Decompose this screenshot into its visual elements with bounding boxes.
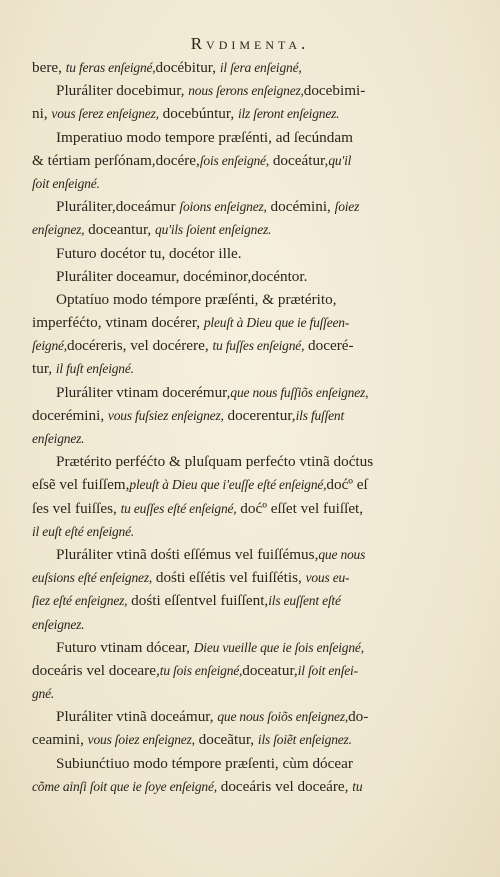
- latin-text: docebúntur,: [158, 105, 238, 123]
- french-gloss: il ſera enſeigné,: [219, 60, 302, 75]
- latin-text: do-: [348, 708, 369, 726]
- text-line: [32, 334, 484, 357]
- french-gloss: ſeigné,: [32, 338, 67, 354]
- text-line: [32, 126, 484, 149]
- french-gloss: cõme ainſi ſoit que ie ſoye enſeigné,: [32, 778, 217, 794]
- latin-text: Pluráliter doceamur, docéminor,docéntor.: [56, 267, 308, 285]
- latin-text: ceamini,: [32, 731, 88, 749]
- latin-text: docerentur,: [223, 406, 296, 424]
- text-line: [32, 242, 484, 265]
- french-gloss: que nous: [318, 546, 366, 562]
- latin-text: ſes vel fuiſſes,: [32, 499, 121, 517]
- text-line: [32, 149, 484, 172]
- latin-text: dośti eſſétis vel fuiſſétis,: [152, 569, 306, 587]
- latin-text: Futuro docétor tu, docétor ille.: [56, 244, 242, 262]
- latin-text: doceátur,: [269, 151, 329, 169]
- latin-text: docébitur,: [155, 59, 220, 76]
- text-line: [32, 682, 484, 705]
- french-gloss: que nous fuſſiõs enſeignez,: [230, 384, 369, 400]
- latin-text: ni,: [32, 105, 52, 123]
- french-gloss: ſoiez: [334, 199, 360, 215]
- latin-text: Pluráliter docebimur,: [56, 82, 189, 100]
- text-line: [32, 427, 484, 450]
- text-line: [32, 705, 484, 728]
- text-line: [32, 520, 484, 543]
- french-gloss: vous ſerez enſeignez,: [51, 106, 159, 122]
- latin-text: doćº eſ: [326, 476, 368, 494]
- french-gloss: ſois enſeigné,: [199, 152, 270, 168]
- french-gloss: Dieu vueille que ie ſois enſeigné,: [193, 639, 364, 655]
- text-line: [32, 589, 484, 612]
- french-gloss: ils fuſſent: [295, 407, 345, 423]
- latin-text: Pluráliter vtinam docerémur,: [56, 383, 231, 401]
- french-gloss: nous ſerons enſeignez,: [188, 83, 304, 99]
- french-gloss: tu fuſſes enſeigné,: [212, 338, 305, 354]
- text-line: [32, 102, 484, 125]
- text-line: [32, 497, 484, 520]
- latin-text: Pluráliter vtinã doceámur,: [56, 708, 218, 726]
- french-gloss: tu ſois enſeigné,: [159, 662, 243, 678]
- latin-text: doceantur,: [84, 221, 156, 239]
- french-gloss: il euſt eſté enſeigné.: [32, 523, 135, 539]
- text-line: [32, 752, 484, 775]
- text-line: [32, 265, 484, 288]
- running-head: Rvdimenta.: [190, 34, 310, 53]
- latin-text: Optatíuo modo témpore præſénti, & prætérito,: [56, 290, 337, 308]
- french-gloss: pleuſt à Dieu que ie fuſſeen-: [203, 315, 350, 331]
- french-gloss: vous fuſsiez enſeignez,: [107, 407, 224, 423]
- text-line: [32, 659, 484, 682]
- french-gloss: tu: [352, 778, 363, 794]
- french-gloss: ils euſſent eſté: [268, 593, 341, 609]
- french-gloss: vous ſoiez enſeignez,: [87, 732, 195, 748]
- latin-text: doceãtur,: [194, 731, 258, 749]
- french-gloss: ſoions enſeignez,: [179, 199, 267, 215]
- latin-text: Pluráliter,doceámur: [56, 198, 180, 216]
- french-gloss: ſoit enſeigné.: [32, 175, 100, 191]
- french-gloss: gné.: [32, 686, 55, 702]
- french-gloss: enſeignez,: [32, 222, 85, 238]
- latin-text: Prætérito perféćto & pluſquam perfećto vtinã doćtus: [56, 453, 374, 471]
- french-gloss: vous eu-: [305, 570, 350, 586]
- text-line: [32, 172, 484, 195]
- french-gloss: qu'ils ſoient enſeignez.: [155, 222, 272, 238]
- french-gloss: enſeignez.: [32, 616, 85, 632]
- french-gloss: que nous ſoiõs enſeignez,: [217, 709, 349, 725]
- french-gloss: qu'il: [328, 152, 352, 168]
- text-line: [32, 357, 484, 380]
- latin-text: Pluráliter vtinã dośti eſſémus vel fuiſſémus,: [56, 545, 319, 563]
- latin-text: docebimi-: [303, 82, 366, 100]
- french-gloss: ils ſoiẽt enſeignez.: [257, 732, 352, 748]
- latin-text: doceatur,: [242, 661, 298, 679]
- latin-text: doćº eſſet vel fuiſſet,: [236, 499, 364, 517]
- text-line: [32, 613, 484, 636]
- text-line: [32, 56, 484, 79]
- latin-text: docémini,: [266, 198, 335, 216]
- latin-text: Subiunćtiuo modo témpore præſenti, cùm dócear: [56, 754, 353, 772]
- latin-text: dośti eſſentvel fuiſſent,: [127, 592, 269, 610]
- latin-text: doceré-: [304, 337, 354, 355]
- latin-text: tur,: [32, 360, 56, 378]
- latin-text: Futuro vtinam dócear,: [56, 638, 194, 656]
- text-line: [32, 636, 484, 659]
- text-line: [32, 473, 484, 496]
- french-gloss: il fuſt enſeigné.: [55, 361, 134, 377]
- body-text: [32, 56, 484, 798]
- french-gloss: pleuſt à Dieu que i'euſſe eſté enſeigné,: [129, 477, 327, 493]
- french-gloss: il ſoit enſei-: [297, 662, 358, 678]
- latin-text: docéreris, vel docérere,: [66, 337, 213, 355]
- latin-text: doceáris vel doceáre,: [216, 777, 353, 795]
- text-line: [32, 288, 484, 311]
- latin-text: & tértiam perſónam,docére,: [32, 151, 200, 169]
- text-line: [32, 450, 484, 473]
- text-line: [32, 311, 484, 334]
- text-line: [32, 775, 484, 798]
- french-gloss: euſsions eſté enſeignez,: [32, 570, 153, 586]
- french-gloss: enſeignez.: [32, 431, 85, 446]
- latin-text: Imperatiuo modo tempore præſénti, ad ſecúndam: [56, 128, 353, 146]
- text-line: [32, 404, 484, 427]
- text-line: [32, 79, 484, 102]
- latin-text: doceáris vel doceare,: [32, 661, 160, 679]
- latin-text: docerémini,: [32, 406, 108, 424]
- french-gloss: tu feras enſeigné,: [65, 60, 156, 75]
- text-line: [32, 728, 484, 751]
- text-line: [32, 218, 484, 241]
- text-line: [32, 381, 484, 404]
- latin-text: imperféćto, vtinam docérer,: [32, 314, 204, 332]
- latin-text: bere,: [32, 59, 66, 76]
- french-gloss: ilz ſeront enſeignez.: [237, 106, 340, 122]
- french-gloss: ſiez eſté enſeignez,: [32, 593, 128, 609]
- text-line: [32, 566, 484, 589]
- text-line: [32, 195, 484, 218]
- text-line: [32, 543, 484, 566]
- french-gloss: tu euſſes eſté enſeigné,: [120, 500, 237, 516]
- latin-text: eſsẽ vel fuiſſem,: [32, 476, 130, 494]
